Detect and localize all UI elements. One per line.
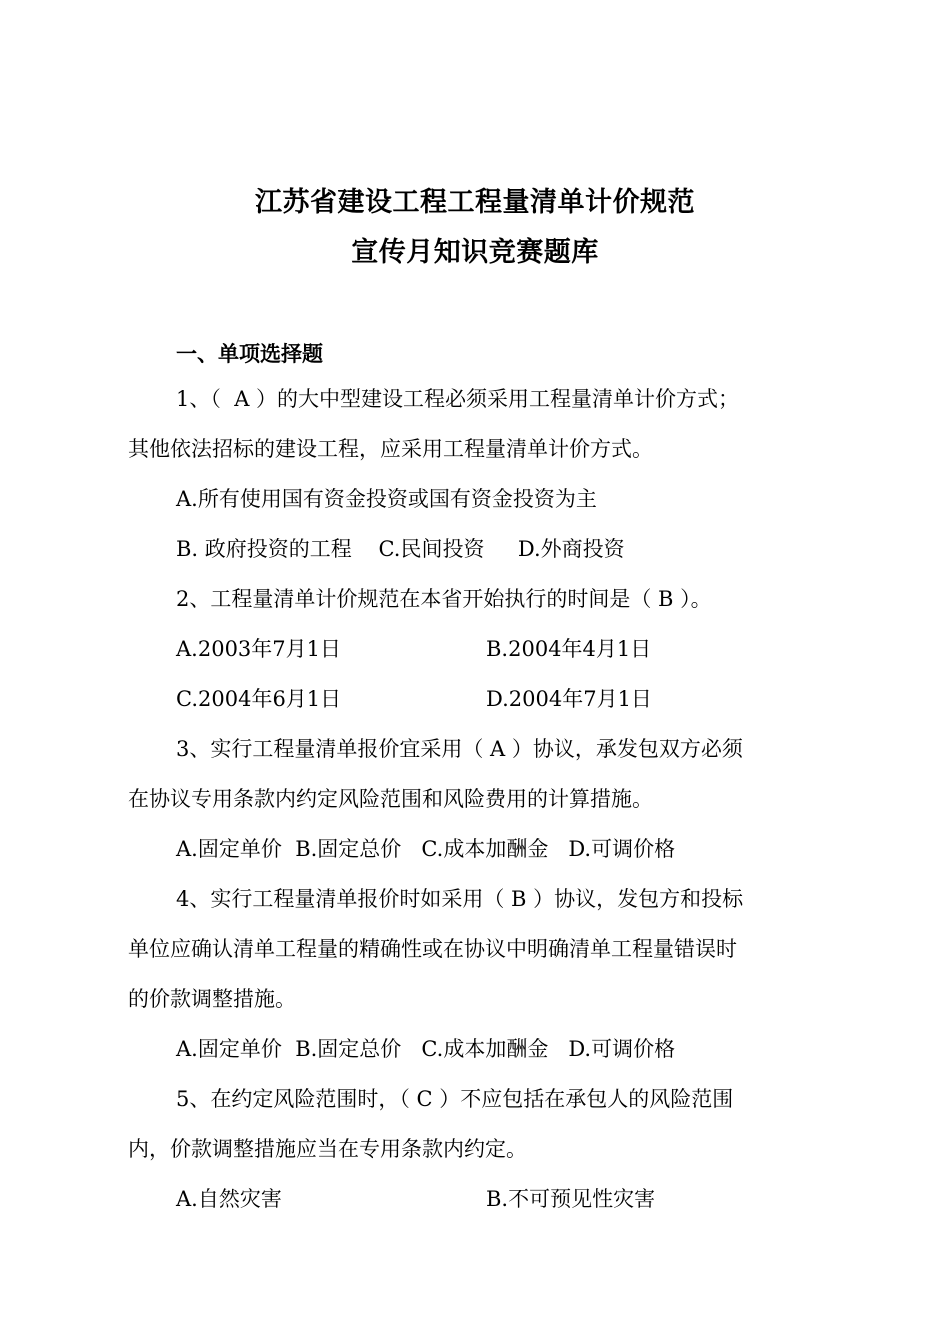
section-heading: 一、单项选择题 bbox=[176, 342, 323, 366]
question-5-option-b: B.不可预见性灾害 bbox=[486, 1187, 656, 1211]
question-4-options: A.固定单价 B.固定总价 C.成本加酬金 D.可调价格 bbox=[176, 1037, 676, 1061]
question-2-option-d: D.2004年7月1日 bbox=[486, 687, 652, 711]
question-4-text: 4、实行工程量清单报价时如采用（ B ）协议，发包方和投标 bbox=[176, 887, 744, 911]
question-5-text: 5、在约定风险范围时，（ C ）不应包括在承包人的风险范围 bbox=[176, 1087, 734, 1111]
question-3-text: 3、实行工程量清单报价宜采用（ A ）协议，承发包双方必须 bbox=[176, 737, 743, 761]
question-4-text-cont2: 的价款调整措施。 bbox=[128, 987, 296, 1011]
question-5-text-cont: 内，价款调整措施应当在专用条款内约定。 bbox=[128, 1137, 527, 1161]
document-title: 江苏省建设工程工程量清单计价规范 bbox=[255, 187, 695, 218]
question-1-text-cont: 其他依法招标的建设工程，应采用工程量清单计价方式。 bbox=[128, 437, 653, 461]
question-2-option-c: C.2004年6月1日 bbox=[176, 687, 342, 711]
question-2-option-a: A.2003年7月1日 bbox=[176, 637, 342, 661]
question-2-text: 2、工程量清单计价规范在本省开始执行的时间是（ B ）。 bbox=[176, 587, 712, 611]
question-1-option-a: A.所有使用国有资金投资或国有资金投资为主 bbox=[176, 487, 597, 511]
question-1-text: 1、（ A ）的大中型建设工程必须采用工程量清单计价方式； bbox=[176, 387, 740, 411]
question-3-text-cont: 在协议专用条款内约定风险范围和风险费用的计算措施。 bbox=[128, 787, 653, 811]
document-subtitle: 宣传月知识竞赛题库 bbox=[351, 237, 599, 268]
question-1-options-bcd: B. 政府投资的工程 C.民间投资 D.外商投资 bbox=[176, 537, 625, 561]
question-2-option-b: B.2004年4月1日 bbox=[486, 637, 652, 661]
question-4-text-cont: 单位应确认清单工程量的精确性或在协议中明确清单工程量错误时 bbox=[128, 937, 737, 961]
question-3-options: A.固定单价 B.固定总价 C.成本加酬金 D.可调价格 bbox=[176, 837, 676, 861]
question-5-option-a: A.自然灾害 bbox=[176, 1187, 282, 1211]
